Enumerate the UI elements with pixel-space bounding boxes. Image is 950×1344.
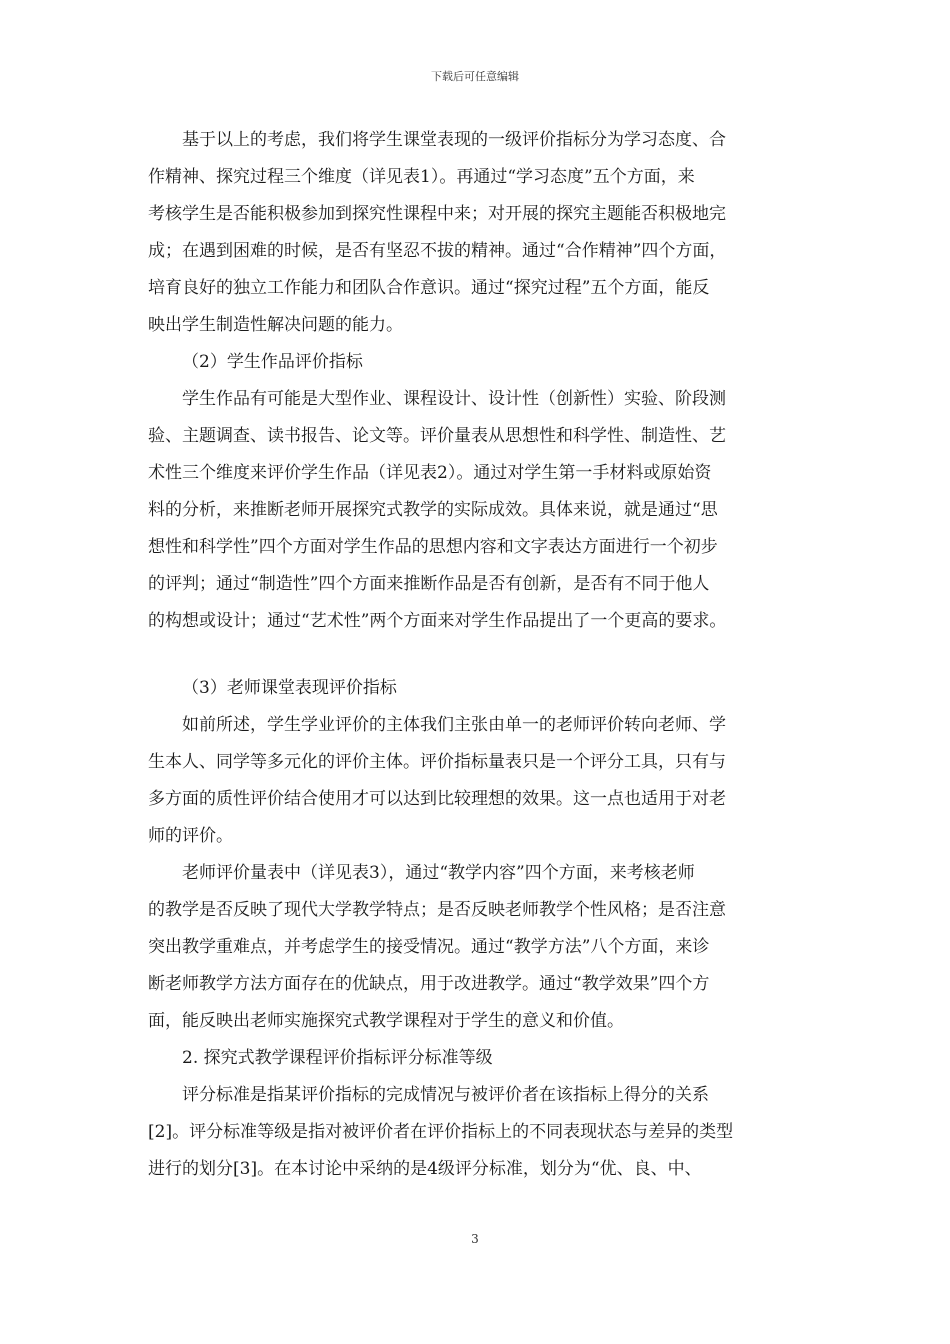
paragraph-line: 映出学生制造性解决问题的能力。 bbox=[148, 315, 403, 335]
paragraph-line: 考核学生是否能积极参加到探究性课程中来；对开展的探究主题能否积极地完 bbox=[148, 204, 726, 224]
paragraph-line: 突出教学重难点，并考虑学生的接受情况。通过“教学方法”八个方面，来诊 bbox=[148, 937, 710, 957]
paragraph-line: 的教学是否反映了现代大学教学特点；是否反映老师教学个性风格；是否注意 bbox=[148, 900, 726, 920]
section-heading: （3）老师课堂表现评价指标 bbox=[182, 678, 397, 698]
paragraph-line: 进行的划分[3]。在本讨论中采纳的是4级评分标准，划分为“优、良、中、 bbox=[148, 1159, 702, 1179]
body-text bbox=[148, 122, 808, 1188]
paragraph-line: 验、主题调查、读书报告、论文等。评价量表从思想性和科学性、制造性、艺 bbox=[148, 426, 726, 446]
paragraph-line: 学生作品有可能是大型作业、课程设计、设计性（创新性）实验、阶段测 bbox=[182, 389, 726, 409]
section-heading: 2. 探究式教学课程评价指标评分标准等级 bbox=[182, 1048, 493, 1068]
paragraph-line: 断老师教学方法方面存在的优缺点，用于改进教学。通过“教学效果”四个方 bbox=[148, 974, 710, 994]
paragraph-line: 想性和科学性”四个方面对学生作品的思想内容和文字表达方面进行一个初步 bbox=[148, 537, 718, 557]
blank-gap bbox=[148, 640, 808, 670]
page-header: 下载后可任意编辑 bbox=[431, 70, 519, 83]
paragraph-line: 基于以上的考虑，我们将学生课堂表现的一级评价指标分为学习态度、合 bbox=[182, 130, 726, 150]
paragraph-line: 料的分析，来推断老师开展探究式教学的实际成效。具体来说，就是通过“思 bbox=[148, 500, 718, 520]
paragraph-line: 的评判；通过“制造性”四个方面来推断作品是否有创新，是否有不同于他人 bbox=[148, 574, 710, 594]
paragraph-line: 老师评价量表中（详见表3），通过“教学内容”四个方面，来考核老师 bbox=[182, 863, 695, 883]
paragraph-line: 作精神、探究过程三个维度（详见表1）。再通过“学习态度”五个方面，来 bbox=[148, 167, 695, 187]
page-number: 3 bbox=[471, 1232, 479, 1246]
section-heading: （2）学生作品评价指标 bbox=[182, 352, 363, 372]
paragraph-line: 面，能反映出老师实施探究式教学课程对于学生的意义和价值。 bbox=[148, 1011, 624, 1031]
paragraph-line: 培育良好的独立工作能力和团队合作意识。通过“探究过程”五个方面，能反 bbox=[148, 278, 710, 298]
paragraph-line: 多方面的质性评价结合使用才可以达到比较理想的效果。这一点也适用于对老 bbox=[148, 789, 726, 809]
paragraph-line: 术性三个维度来评价学生作品（详见表2）。通过对学生第一手材料或原始资 bbox=[148, 463, 712, 483]
paragraph-line: 的构想或设计；通过“艺术性”两个方面来对学生作品提出了一个更高的要求。 bbox=[148, 611, 727, 631]
paragraph-line: 如前所述，学生学业评价的主体我们主张由单一的老师评价转向老师、学 bbox=[182, 715, 726, 735]
paragraph-line: 生本人、同学等多元化的评价主体。评价指标量表只是一个评分工具，只有与 bbox=[148, 752, 726, 772]
paragraph-line: 成；在遇到困难的时候，是否有坚忍不拔的精神。通过“合作精神”四个方面， bbox=[148, 241, 727, 261]
paragraph-line: [2]。评分标准等级是指对被评价者在评价指标上的不同表现状态与差异的类型 bbox=[148, 1122, 734, 1142]
paragraph-line: 评分标准是指某评价指标的完成情况与被评价者在该指标上得分的关系 bbox=[182, 1085, 709, 1105]
paragraph-line: 师的评价。 bbox=[148, 826, 233, 846]
